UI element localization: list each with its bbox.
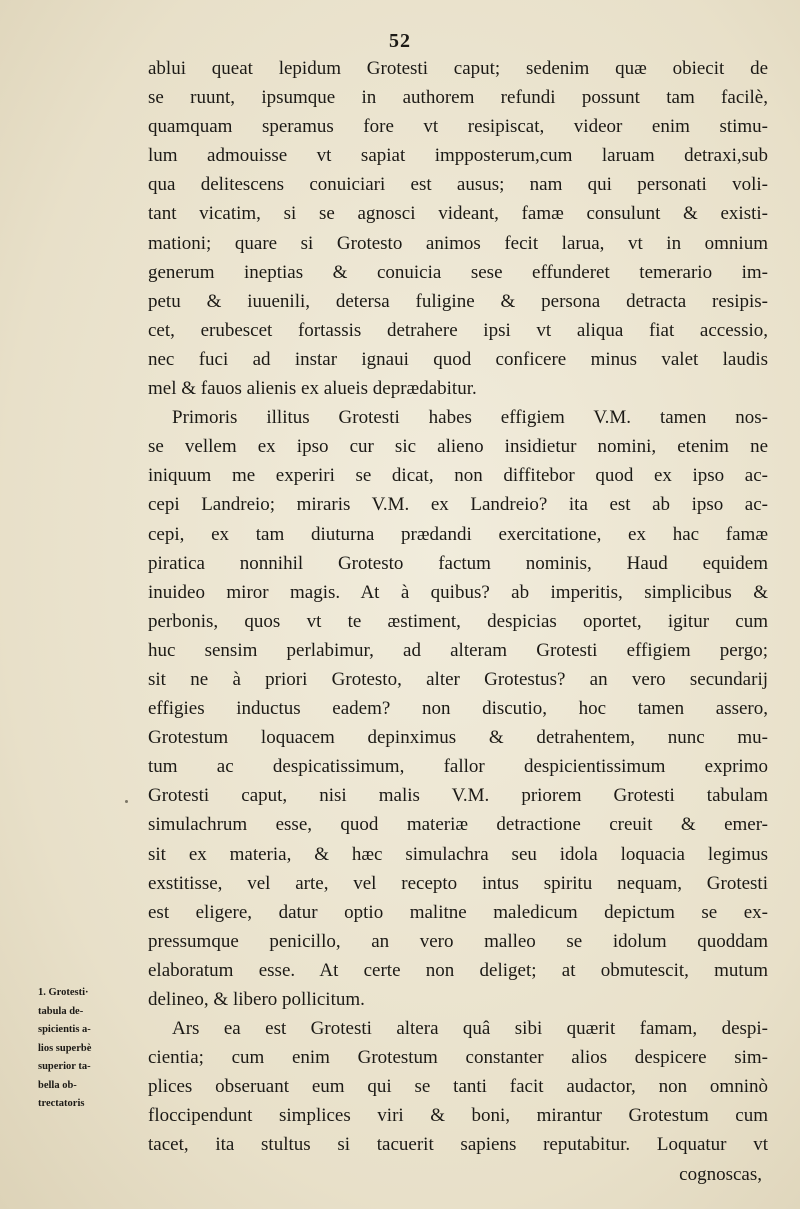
- margin-note-line: trectatoris: [38, 1098, 85, 1109]
- text-line: tant vicatim, si se agnosci videant, famæ consulunt & existi-: [148, 203, 768, 225]
- text-line: cet, erubescet fortassis detrahere ipsi vt aliqua fiat accessio,: [148, 319, 768, 341]
- text-line: nec fuci ad instar ignaui quod conficere minus valet laudis: [148, 348, 768, 370]
- text-line: tacet, ita stultus si tacuerit sapiens reputabitur. Loquatur vt: [148, 1134, 768, 1156]
- text-line: simulachrum esse, quod materiæ detractione creuit & emer-: [148, 814, 768, 836]
- text-line: cepi Landreio; miraris V.M. ex Landreio? ita est ab ipso ac-: [148, 494, 768, 516]
- text-line: est eligere, datur optio malitne maledicum depictum se ex-: [148, 901, 768, 923]
- text-line: tum ac despicatissimum, fallor despicientissimum exprimo: [148, 756, 768, 778]
- ink-speck: [125, 800, 128, 803]
- margin-note-line: superior ta-: [38, 1061, 91, 1072]
- margin-note: [38, 984, 146, 1114]
- text-line: generum ineptias & conuicia sese effunderet temerario im-: [148, 261, 768, 283]
- text-line: petu & iuuenili, detersa fuligine & persona detracta resipis-: [148, 290, 768, 312]
- text-line: plices obseruant eum qui se tanti facit audactor, non omninò: [148, 1076, 768, 1098]
- text-line: se ruunt, ipsumque in authorem refundi possunt tam facilè,: [148, 87, 768, 109]
- text-line: cepi, ex tam diuturna prædandi exercitatione, ex hac famæ: [148, 523, 768, 545]
- page-number: 52: [389, 30, 411, 52]
- text-line: huc sensim perlabimur, ad alteram Grotesti effigiem pergo;: [148, 639, 768, 661]
- text-line: sit ex materia, & hæc simulachra seu idola loquacia legimus: [148, 843, 768, 865]
- text-line: elaboratum esse. At certe non deliget; at obmutescit, mutum: [148, 959, 768, 981]
- margin-note-line: spicientis a-: [38, 1024, 91, 1035]
- text-line: delineo, & libero pollicitum.: [148, 989, 365, 1010]
- text-line: cientia; cum enim Grotestum constanter alios despicere sim-: [148, 1047, 768, 1069]
- margin-note-line: tabula de-: [38, 1005, 84, 1017]
- text-line: perbonis, quos vt te æstiment, despicias oportet, igitur cum: [148, 610, 768, 632]
- text-line: qua delitescens conuiciari est ausus; nam qui personati voli-: [148, 174, 768, 196]
- text-line: mel & fauos alienis ex alueis deprædabitur.: [148, 378, 477, 400]
- catchword: cognoscas,: [679, 1163, 762, 1185]
- text-line: effigies inductus eadem? non discutio, hoc tamen assero,: [148, 698, 768, 720]
- text-line: Primoris illitus Grotesti habes effigiem V.M. tamen nos-: [172, 407, 768, 429]
- text-line: ablui queat lepidum Grotesti caput; sedenim quæ obiecit de: [148, 58, 768, 79]
- text-line: exstitisse, vel arte, vel recepto intus spiritu nequam, Grotesti: [148, 872, 768, 894]
- margin-note-line: bella ob-: [38, 1079, 77, 1091]
- margin-note-line: lios superbè: [38, 1042, 92, 1054]
- text-line: Ars ea est Grotesti altera quâ sibi quærit famam, despi-: [172, 1018, 768, 1040]
- text-line: floccipendunt simplices viri & boni, mirantur Grotestum cum: [148, 1105, 768, 1127]
- text-line: Grotesti caput, nisi malis V.M. priorem Grotesti tabulam: [148, 785, 768, 807]
- text-line: iniquum me experiri se dicat, non diffitebor quod ex ipso ac-: [148, 465, 768, 487]
- text-line: mationi; quare si Grotesto animos fecit larua, vt in omnium: [148, 232, 768, 254]
- text-line: Grotestum loquacem depinximus & detrahentem, nunc mu-: [148, 727, 768, 749]
- text-line: piratica nonnihil Grotesto factum nominis, Haud equidem: [148, 552, 768, 574]
- margin-note-line: 1. Grotesti·: [38, 987, 89, 998]
- text-line: lum admouisse vt sapiat impposterum,cum laruam detraxi,sub: [148, 145, 768, 167]
- text-line: se vellem ex ipso cur sic alieno insidietur nomini, etenim ne: [148, 436, 768, 458]
- body-text: [148, 54, 768, 1189]
- text-line: quamquam speramus fore vt resipiscat, videor enim stimu-: [148, 116, 768, 138]
- text-line: sit ne à priori Grotesto, alter Grotestus? an vero secundarij: [148, 668, 768, 690]
- text-line: pressumque penicillo, an vero malleo se idolum quoddam: [148, 930, 768, 952]
- text-line: inuideo miror magis. At à quibus? ab imperitis, simplicibus &: [148, 581, 768, 603]
